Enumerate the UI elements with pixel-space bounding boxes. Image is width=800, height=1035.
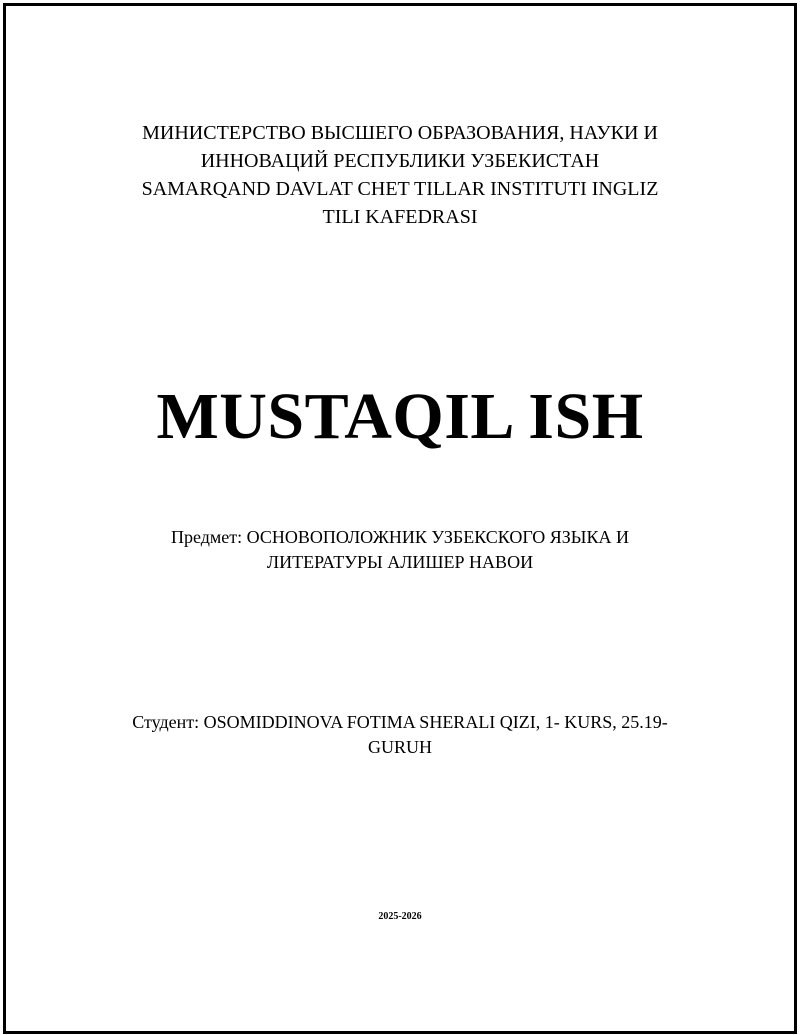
student-line-1: Студент: OSOMIDDINOVA FOTIMA SHERALI QIZI, 1- KURS, 25.19- xyxy=(132,712,668,732)
subject-line-1: Предмет: ОСНОВОПОЛОЖНИК УЗБЕКСКОГО ЯЗЫКА И xyxy=(170,527,630,547)
academic-year: 2025-2026 xyxy=(378,911,422,922)
student-line-2: GURUH xyxy=(367,737,432,757)
subject-block xyxy=(100,525,700,575)
ministry-header xyxy=(100,119,700,231)
ministry-line-1: МИНИСТЕРСТВО ВЫСШЕГО ОБРАЗОВАНИЯ, НАУКИ И xyxy=(142,122,658,144)
ministry-line-3: SAMARQAND DAVLAT CHET TILLAR INSTITUTI INGLIZ xyxy=(141,178,659,200)
ministry-line-2: ИННОВАЦИЙ РЕСПУБЛИКИ УЗБЕКИСТАН xyxy=(200,150,600,172)
ministry-line-4: TILI KAFEDRASI xyxy=(322,206,478,228)
document-title: MUSTAQIL ISH xyxy=(156,380,644,453)
student-block xyxy=(80,710,720,760)
subject-line-2: ЛИТЕРАТУРЫ АЛИШЕР НАВОИ xyxy=(266,552,534,572)
